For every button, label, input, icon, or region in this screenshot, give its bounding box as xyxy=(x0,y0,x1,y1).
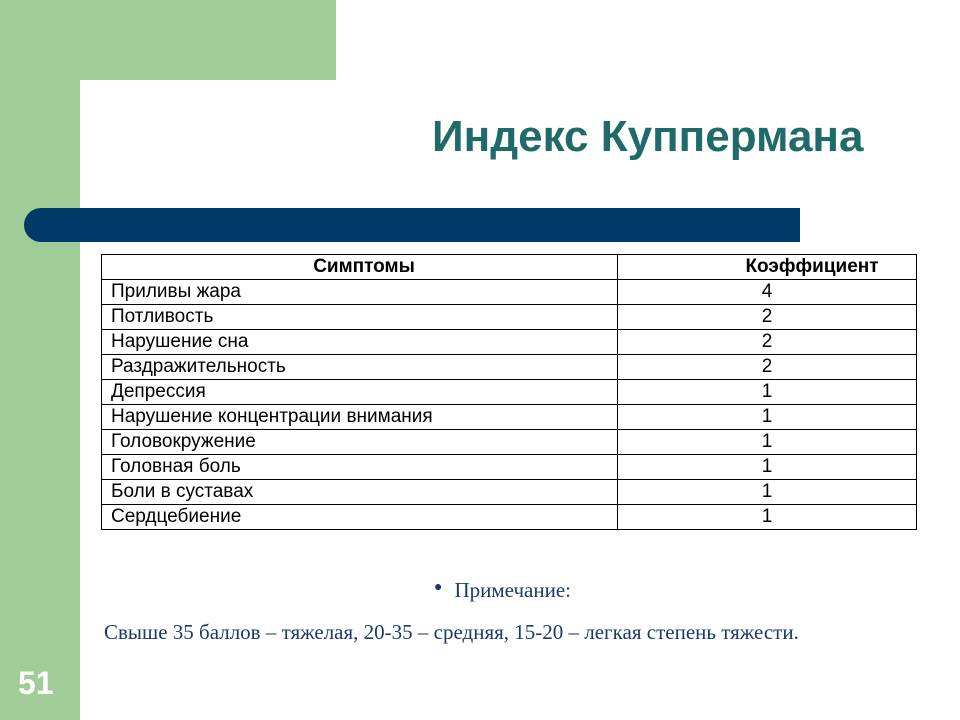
symptom-cell: Боли в суставах xyxy=(102,480,618,505)
table-row xyxy=(102,380,917,405)
table-row xyxy=(102,455,917,480)
table-row xyxy=(102,330,917,355)
symptom-cell: Сердцебиение xyxy=(102,505,618,530)
header-symptoms: Симптомы xyxy=(102,255,618,280)
coefficient-cell: 1 xyxy=(618,505,917,530)
note-label: Примечание: xyxy=(454,578,571,602)
coefficient-cell: 1 xyxy=(618,380,917,405)
coefficient-cell: 2 xyxy=(618,330,917,355)
symptom-cell: Потливость xyxy=(102,305,618,330)
coefficient-cell: 1 xyxy=(618,455,917,480)
symptom-cell: Головокружение xyxy=(102,430,618,455)
coefficient-cell: 1 xyxy=(618,405,917,430)
symptom-cell: Нарушение концентрации внимания xyxy=(102,405,618,430)
slide-title: Индекс Куппермана xyxy=(432,112,864,161)
symptom-cell: Приливы жара xyxy=(102,280,618,305)
bullet-icon: ● xyxy=(434,580,443,595)
coefficient-cell: 2 xyxy=(618,355,917,380)
symptom-cell: Депрессия xyxy=(102,380,618,405)
kupperman-table xyxy=(101,254,917,530)
symptom-cell: Головная боль xyxy=(102,455,618,480)
table-row xyxy=(102,430,917,455)
title-underline-bar xyxy=(24,208,800,242)
table-row xyxy=(102,480,917,505)
coefficient-cell: 1 xyxy=(618,480,917,505)
table-row xyxy=(102,280,917,305)
coefficient-cell: 2 xyxy=(618,305,917,330)
table-header-row xyxy=(102,255,917,280)
coefficient-cell: 1 xyxy=(618,430,917,455)
header-coefficient: Коэффициент xyxy=(618,255,917,280)
green-side-band xyxy=(0,0,80,720)
page-number: 51 xyxy=(18,665,54,701)
note-line xyxy=(434,578,571,603)
symptom-cell: Нарушение сна xyxy=(102,330,618,355)
table-row xyxy=(102,405,917,430)
table-row xyxy=(102,305,917,330)
table-row xyxy=(102,355,917,380)
table-row xyxy=(102,505,917,530)
rounded-corner xyxy=(80,80,140,140)
coefficient-cell: 4 xyxy=(618,280,917,305)
severity-scale-text: Свыше 35 баллов – тяжелая, 20-35 – средняя, 15-20 – легкая степень тяжести. xyxy=(104,620,799,644)
symptom-cell: Раздражительность xyxy=(102,355,618,380)
